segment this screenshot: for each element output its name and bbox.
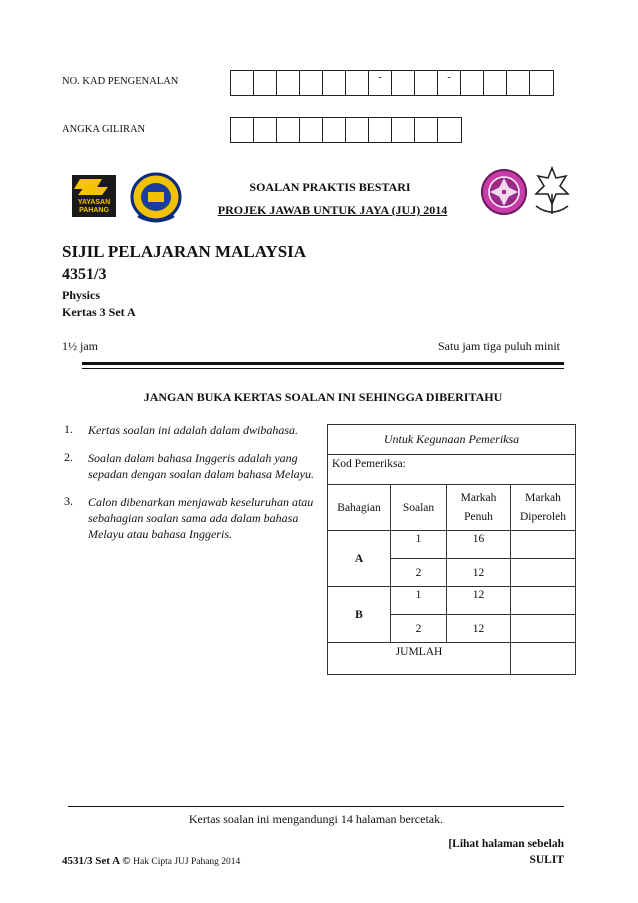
examiner-table [327, 424, 576, 675]
full-marks-value: 12 [447, 559, 511, 587]
examiner-table-title: Untuk Kegunaan Pemeriksa [328, 425, 576, 455]
ic-digit-box[interactable] [254, 71, 277, 95]
yayasan-logo-line2: PAHANG [79, 207, 109, 214]
ic-digit-box[interactable] [415, 71, 438, 95]
section-a-label: A [328, 531, 391, 587]
instruction-item [64, 422, 322, 438]
index-digit-box[interactable] [346, 118, 369, 142]
col-question-header: Soalan [391, 485, 447, 531]
full-marks-value: 12 [447, 587, 511, 615]
ic-digit-box[interactable] [231, 71, 254, 95]
marks-obtained-cell[interactable] [511, 559, 576, 587]
instruction-number: 1. [64, 422, 73, 436]
ic-number-label: NO. KAD PENGENALAN [62, 76, 179, 87]
instruction-item [64, 494, 322, 542]
index-digit-box[interactable] [277, 118, 300, 142]
index-digit-box[interactable] [300, 118, 323, 142]
question-number: 1 [391, 531, 447, 559]
question-number: 1 [391, 587, 447, 615]
ic-digit-box[interactable] [484, 71, 507, 95]
section-b-label: B [328, 587, 391, 643]
col-full-marks-header: Markah Penuh [447, 485, 511, 531]
ic-digit-box[interactable] [346, 71, 369, 95]
crest-emblem-icon [128, 170, 184, 224]
ic-digit-box[interactable] [323, 71, 346, 95]
exam-name: SIJIL PELAJARAN MALAYSIA [62, 242, 307, 261]
instruction-text: Kertas soalan ini adalah dalam dwibahasa. [88, 423, 299, 437]
index-number-label: ANGKA GILIRAN [62, 124, 146, 135]
instruction-number: 3. [64, 494, 73, 508]
col-marks-obtained-header: Markah Diperoleh [511, 485, 576, 531]
program-subtitle: PROJEK JAWAB UNTUK JAYA (JUJ) 2014 [217, 203, 448, 217]
header-divider [82, 362, 564, 365]
secret-label: SULIT [529, 854, 564, 866]
marks-obtained-cell[interactable] [511, 531, 576, 559]
total-label: JUMLAH [328, 643, 511, 675]
full-marks-value: 16 [447, 531, 511, 559]
duration-long: Satu jam tiga puluh minit [438, 339, 560, 353]
ic-digit-box[interactable] [530, 71, 553, 95]
ic-digit-box[interactable] [392, 71, 415, 95]
next-page-note: [Lihat halaman sebelah [448, 838, 564, 850]
question-number: 2 [391, 615, 447, 643]
paper-code: 4531/3 Set A © [62, 855, 131, 867]
yayasan-logo-text [72, 199, 116, 215]
paper-name: Kertas 3 Set A [62, 305, 136, 319]
question-number: 2 [391, 559, 447, 587]
do-not-open-warning: JANGAN BUKA KERTAS SOALAN INI SEHINGGA DIBERITAHU [143, 390, 503, 404]
ic-digit-box[interactable] [277, 71, 300, 95]
col-section-header: Bahagian [328, 485, 391, 531]
instructions-list [64, 422, 322, 542]
yayasan-pahang-logo [72, 175, 116, 217]
subject-name: Physics [62, 288, 101, 302]
state-crest-logo [530, 164, 574, 225]
examiner-code-label[interactable]: Kod Pemeriksa: [328, 455, 576, 485]
total-marks-cell[interactable] [511, 643, 576, 675]
duration-short: 1½ jam [62, 339, 98, 353]
ic-digit-box[interactable] [461, 71, 484, 95]
ic-digit-box[interactable]: - [369, 71, 392, 95]
copyright-text: Hak Cipta JUJ Pahang 2014 [133, 857, 241, 867]
ic-digit-box[interactable] [300, 71, 323, 95]
marks-obtained-cell[interactable] [511, 587, 576, 615]
footer-code [62, 855, 240, 867]
yayasan-logo-line1: YAYASAN [77, 199, 111, 206]
full-marks-value: 12 [447, 615, 511, 643]
ic-number-boxes[interactable] [230, 70, 554, 96]
ic-digit-box[interactable] [507, 71, 530, 95]
crest-shield-icon [530, 164, 574, 220]
education-crest-logo [128, 170, 184, 229]
exam-code: 4351/3 [62, 266, 107, 283]
instruction-text: Soalan dalam bahasa Inggeris adalah yang sepadan dengan soalan dalam bahasa Melayu. [88, 451, 314, 481]
ic-digit-box[interactable]: - [438, 71, 461, 95]
program-title: SOALAN PRAKTIS BESTARI [249, 180, 411, 194]
header-divider-thin [82, 368, 564, 369]
page-count-note: Kertas soalan ini mengandungi 14 halaman bercetak. [188, 812, 444, 826]
footer-divider [68, 806, 564, 807]
marks-obtained-cell[interactable] [511, 615, 576, 643]
index-digit-box[interactable] [415, 118, 438, 142]
instruction-item [64, 450, 322, 482]
index-digit-box[interactable] [438, 118, 461, 142]
index-digit-box[interactable] [254, 118, 277, 142]
index-number-boxes[interactable] [230, 117, 462, 143]
index-digit-box[interactable] [392, 118, 415, 142]
index-digit-box[interactable] [369, 118, 392, 142]
index-digit-box[interactable] [323, 118, 346, 142]
aperture-emblem-icon [480, 168, 528, 216]
instruction-number: 2. [64, 450, 73, 464]
index-digit-box[interactable] [231, 118, 254, 142]
school-emblem-logo [480, 168, 528, 221]
instruction-text: Calon dibenarkan menjawab keseluruhan atau sebahagian soalan sama ada dalam bahasa Melayu atau bahasa Inggeris. [88, 495, 314, 541]
